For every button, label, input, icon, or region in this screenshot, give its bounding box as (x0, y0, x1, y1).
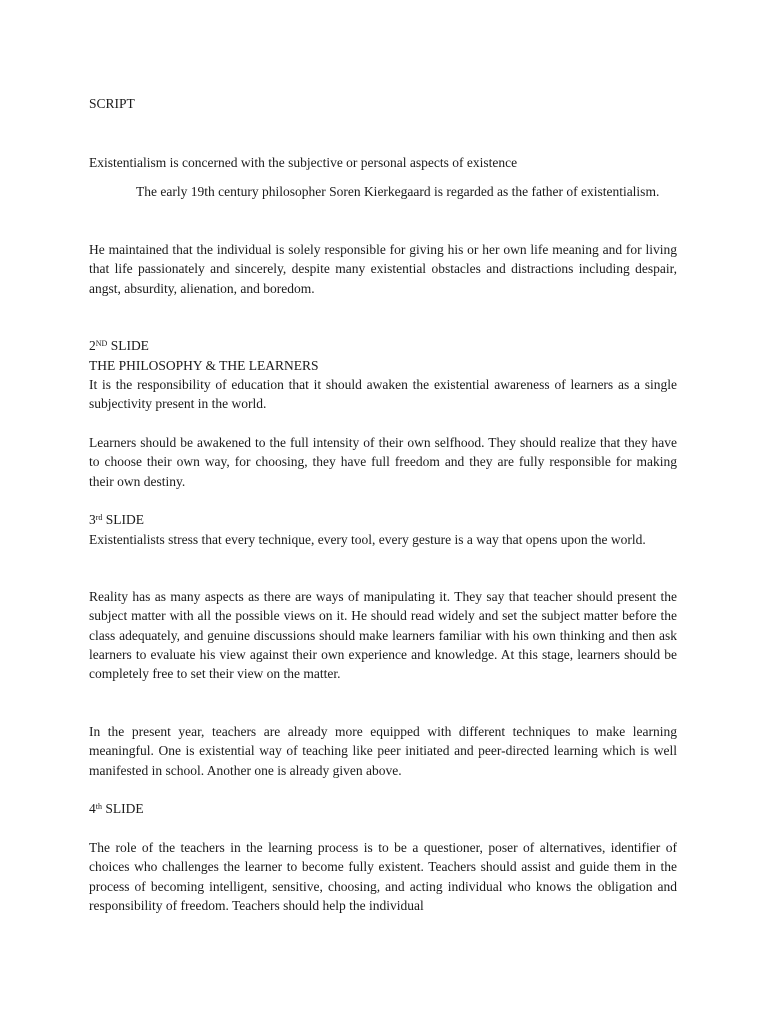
slide-2-paragraph-2: Learners should be awakened to the full intensity of their own selfhood. They should realize that they have to choose their own way, for choosing, they have full freedom and they are fully responsible for making their own destiny. (89, 435, 677, 489)
slide-4-ordinal-suffix: th (95, 802, 102, 811)
slide-4-heading (89, 799, 677, 818)
slide-3-ordinal-suffix: rd (95, 513, 103, 522)
slide-4-number: 4 (89, 801, 96, 816)
slide-2-number: 2 (89, 338, 96, 353)
slide-2-heading (89, 336, 677, 355)
slide-3-paragraph-2: Reality has as many aspects as there are ways of manipulating it. They say that teacher should present the subject matter with all the possible views on it. He should read widely and set the subject matter before the class adequately, and genuine discussions should make learners familiar with his own thinking and then ask learners to evaluate his view against their own experience and knowledge. At this stage, learners should be completely free to set their view on the matter. (89, 589, 677, 682)
slide-2-subtitle: THE PHILOSOPHY & THE LEARNERS (89, 358, 319, 373)
document-page (89, 0, 677, 1024)
slide-3-paragraph-3: In the present year, teachers are already more equipped with different techniques to make learning meaningful. One is existential way of teaching like peer initiated and peer-directed learning which is well manifested in school. Another one is already given above. (89, 724, 677, 778)
intro-paragraph-2: The early 19th century philosopher Soren Kierkegaard is regarded as the father of existentialism. (136, 184, 660, 199)
slide-3-heading (89, 510, 677, 529)
document-title: SCRIPT (89, 96, 135, 111)
slide-2-paragraph-1: It is the responsibility of education that it should awaken the existential awareness of learners as a single subjectivity present in the world. (89, 377, 677, 412)
slide-3-number: 3 (89, 512, 96, 527)
intro-paragraph-3: He maintained that the individual is solely responsible for giving his or her own life meaning and for living that life passionately and sincerely, despite many existential obstacles and distractions including despair, angst, absurdity, alienation, and boredom. (89, 242, 677, 296)
slide-3-paragraph-1: Existentialists stress that every technique, every tool, every gesture is a way that opens upon the world. (89, 532, 646, 547)
slide-4-label: SLIDE (101, 801, 144, 816)
slide-3-label: SLIDE (102, 512, 145, 527)
slide-2-label: SLIDE (107, 338, 149, 353)
intro-paragraph-1: Existentialism is concerned with the subjective or personal aspects of existence (89, 155, 518, 170)
slide-2-ordinal-suffix: ND (95, 339, 108, 348)
slide-4-paragraph-1: The role of the teachers in the learning process is to be a questioner, poser of alternatives, identifier of choices who challenges the learner to become fully existent. Teachers should assist and guide them in the process of becoming intelligent, sensitive, choosing, and acting individual who knows the obligation and responsibility of freedom. Teachers should help the individual (89, 840, 677, 913)
